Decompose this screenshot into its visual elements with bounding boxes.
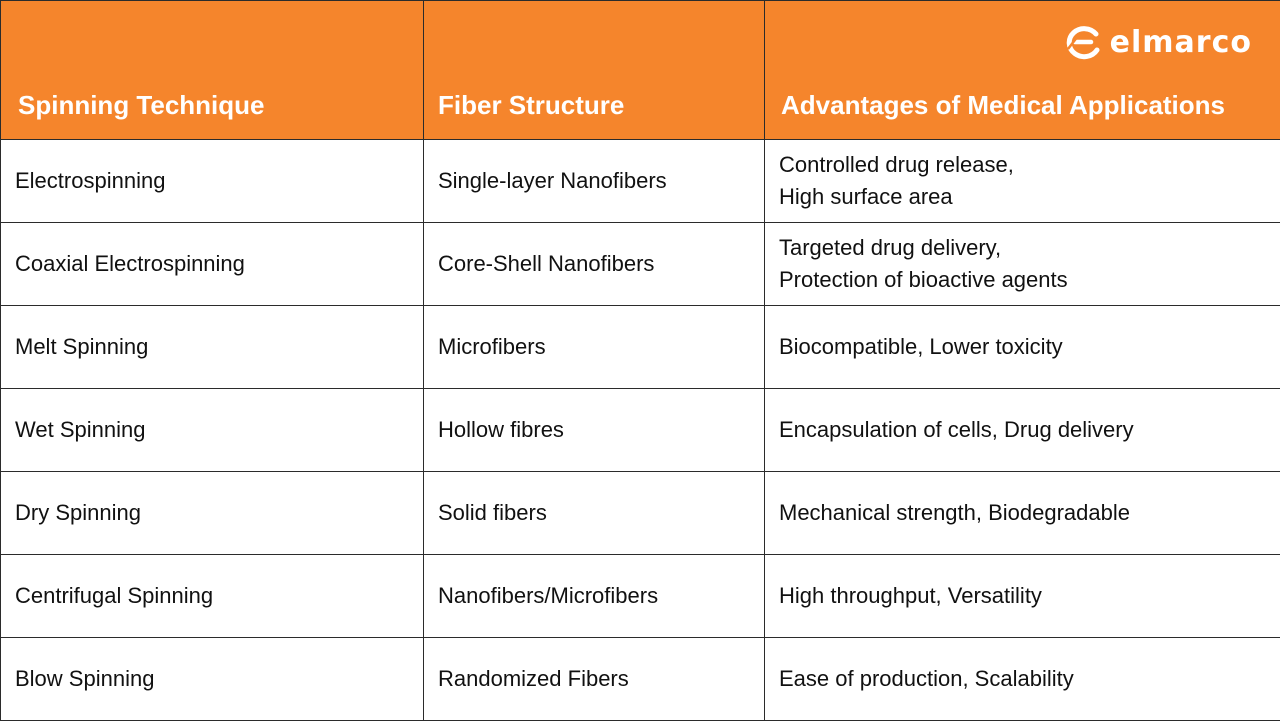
header-row <box>1 1 1280 140</box>
header-advantages: Advantages of Medical Applications <box>765 1 1280 140</box>
header-fiber-structure: Fiber Structure <box>424 1 765 140</box>
cell-structure: Randomized Fibers <box>424 638 765 721</box>
cell-advantages: Biocompatible, Lower toxicity <box>765 306 1280 389</box>
cell-structure: Single-layer Nanofibers <box>424 140 765 223</box>
elmarco-logo <box>1064 24 1252 60</box>
cell-structure: Solid fibers <box>424 472 765 555</box>
cell-structure: Microfibers <box>424 306 765 389</box>
table-row <box>1 638 1280 721</box>
cell-structure: Hollow fibres <box>424 389 765 472</box>
table-row <box>1 389 1280 472</box>
advantage-line: Protection of bioactive agents <box>779 264 1280 296</box>
cell-technique: Dry Spinning <box>1 472 424 555</box>
cell-technique: Centrifugal Spinning <box>1 555 424 638</box>
cell-advantages: Encapsulation of cells, Drug delivery <box>765 389 1280 472</box>
table-row <box>1 140 1280 223</box>
cell-advantages <box>765 223 1280 306</box>
header-spinning-technique: Spinning Technique <box>1 1 424 140</box>
advantage-line: Controlled drug release, <box>779 149 1280 181</box>
table-row <box>1 472 1280 555</box>
cell-technique: Electrospinning <box>1 140 424 223</box>
cell-structure: Nanofibers/Microfibers <box>424 555 765 638</box>
cell-technique: Wet Spinning <box>1 389 424 472</box>
cell-structure: Core-Shell Nanofibers <box>424 223 765 306</box>
cell-technique: Melt Spinning <box>1 306 424 389</box>
advantage-line: Targeted drug delivery, <box>779 232 1280 264</box>
cell-technique: Blow Spinning <box>1 638 424 721</box>
brand-name: elmarco <box>1110 25 1252 60</box>
cell-advantages: Ease of production, Scalability <box>765 638 1280 721</box>
table-row <box>1 555 1280 638</box>
cell-advantages: High throughput, Versatility <box>765 555 1280 638</box>
table-row <box>1 306 1280 389</box>
advantage-line: High surface area <box>779 181 1280 213</box>
cell-advantages: Mechanical strength, Biodegradable <box>765 472 1280 555</box>
elmarco-logo-icon <box>1064 24 1104 60</box>
cell-advantages <box>765 140 1280 223</box>
table-row <box>1 223 1280 306</box>
cell-technique: Coaxial Electrospinning <box>1 223 424 306</box>
